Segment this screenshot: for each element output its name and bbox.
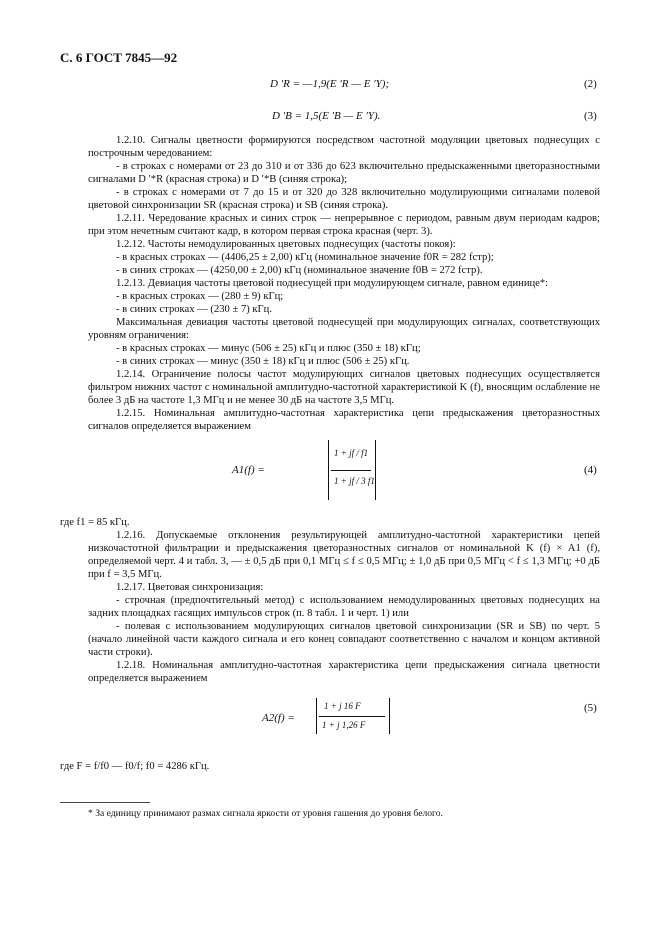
para-max-deviation-item-1: - в красных строках — минус (506 ± 25) кГц и плюс (350 ± 18) кГц;	[116, 343, 421, 354]
formula-3-text: D ′B = 1,5(E ′B — E ′Y).	[272, 110, 381, 122]
para-1-2-15: 1.2.15. Номинальная амплитудно-частотная характеристика цепи предыскажения цветоразностных сигналов определяется выражением	[88, 408, 600, 432]
formula-4-number: (4)	[584, 464, 597, 476]
para-1-2-13-item-1: - в красных строках — (280 ± 9) кГц;	[116, 291, 284, 302]
para-1-2-10: 1.2.10. Сигналы цветности формируются посредством частотной модуляции цветовых поднесущих с построчным чередованием:	[88, 135, 600, 159]
para-f1-definition: где f1 = 85 кГц.	[60, 517, 130, 528]
formula-5-denominator: 1 + j 1,26 F	[322, 720, 366, 730]
page-header: С. 6 ГОСТ 7845—92	[60, 50, 178, 65]
formula-3	[272, 110, 380, 122]
para-1-2-12-item-1: - в красных строках — (4406,25 ± 2,00) кГц (номинальное значение f0R = 282 fстр);	[116, 252, 494, 263]
formula-2-number: (2)	[584, 78, 597, 90]
formula-5-numerator: 1 + j 16 F	[324, 701, 361, 711]
para-1-2-16: 1.2.16. Допускаемые отклонения результирующей амплитудно-частотной характеристики цепей низкочастотной фильтрации и предыскажения цветоразностных сигналов от номинальной K (f) × A1 (f), определяемой черт. 4 и табл. 3, — ± 0,5 дБ при 0,1 МГц ≤ f ≤ 0,5 МГц; ± 1,0 дБ при 0,5 МГц < f ≤ 1,3 МГц; +0 дБ при f = 3,5 МГц.	[88, 530, 600, 580]
formula-4-numerator: 1 + jf / f1	[334, 448, 369, 458]
para-1-2-10-item-2: - в строках с номерами от 7 до 15 и от 320 до 328 включительно модулирующими сигналами полевой цветовой синхронизации SR (красная строка) и SB (синяя строка).	[88, 187, 600, 211]
para-F-definition: где F = f/f0 — f0/f; f0 = 4286 кГц.	[60, 761, 210, 772]
para-max-deviation-item-2: - в синих строках — минус (350 ± 18) кГц и плюс (506 ± 25) кГц.	[116, 356, 410, 367]
para-1-2-10-item-1: - в строках с номерами от 23 до 310 и от 336 до 623 включительно предыскаженными цветоразностными сигналами D ′*R (красная строка) и D ′*B (синяя строка);	[88, 161, 600, 185]
para-max-deviation: Максимальная девиация частоты цветовой поднесущей при модулирующих сигналах, соответствующих уровням ограничения:	[88, 317, 600, 341]
para-1-2-17-item-2: - полевая с использованием модулирующих сигналов цветовой синхронизации (SR и SB) по черт. 5 (начало линейной части каждого сигнала и его конец совпадают соответственно с началом и концом активной части строки).	[88, 621, 600, 658]
formula-4-denominator: 1 + jf / 3 f1	[334, 476, 375, 486]
para-1-2-11: 1.2.11. Чередование красных и синих строк — непрерывное с периодом, равным двум периодам кадров; при этом нечетным считают кадр, в котором первая строка красная (черт. 3).	[88, 213, 600, 237]
para-1-2-17: 1.2.17. Цветовая синхронизация:	[116, 582, 264, 593]
formula-3-number: (3)	[584, 110, 597, 122]
para-1-2-17-item-1: - строчная (предпочтительный метод) с использованием немодулированных цветовых поднесущих на задних площадках гасящих импульсов строк (п. 8 табл. 1 и черт. 1) или	[88, 595, 600, 619]
formula-4-lhs: A1(f) =	[232, 464, 265, 476]
formula-2	[270, 78, 389, 90]
para-1-2-12: 1.2.12. Частоты немодулированных цветовых поднесущих (частоты покоя):	[116, 239, 456, 250]
formula-4-fraction-line	[331, 470, 371, 471]
para-1-2-13: 1.2.13. Девиация частоты цветовой поднесущей при модулирующем сигнале, равном единице*:	[116, 278, 549, 289]
formula-5-fraction-line	[319, 716, 385, 717]
footnote-separator	[60, 802, 150, 803]
para-1-2-12-item-2: - в синих строках — (4250,00 ± 2,00) кГц (номинальное значение f0B = 272 fстр).	[116, 265, 483, 276]
formula-5-number: (5)	[584, 702, 597, 714]
formula-5-lhs: A2(f) =	[262, 712, 295, 724]
footnote: * За единицу принимают размах сигнала яркости от уровня гашения до уровня белого.	[88, 808, 443, 819]
formula-2-text: D ′R = —1,9(E ′R — E ′Y);	[270, 78, 390, 90]
para-1-2-18: 1.2.18. Номинальная амплитудно-частотная характеристика цепи предыскажения сигнала цветности определяется выражением	[88, 660, 600, 684]
para-1-2-13-item-2: - в синих строках — (230 ± 7) кГц.	[116, 304, 273, 315]
para-1-2-14: 1.2.14. Ограничение полосы частот модулирующих сигналов цветовых поднесущих осуществляется фильтром нижних частот с номинальной амплитудно-частотной характеристикой K (f), вносящим ослабление не более 3 дБ на частоте 1,3 МГц и не менее 30 дБ на частоте 3,5 МГц.	[88, 369, 600, 406]
